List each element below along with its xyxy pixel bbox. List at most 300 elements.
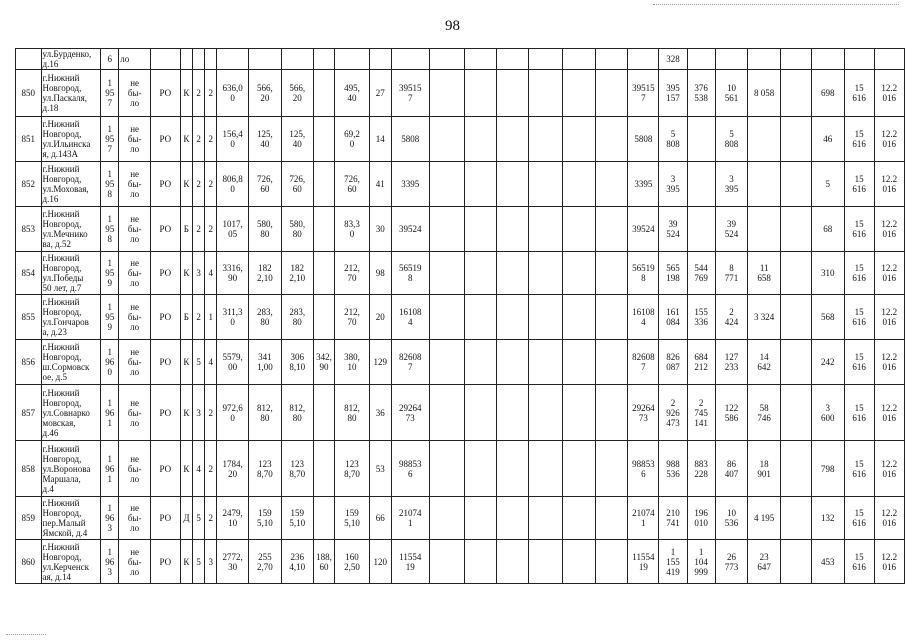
value-col-14: 15 616 [844, 207, 874, 252]
value-col-11: 23 647 [748, 540, 781, 584]
value-col-5 [562, 252, 596, 295]
value-col-14: 15 616 [844, 295, 874, 340]
value-col-1 [429, 70, 464, 117]
value-col-11: 4 195 [748, 497, 781, 540]
value-col-7: 39515 7 [628, 70, 659, 117]
value-col-3 [497, 207, 529, 252]
value-col-1 [429, 497, 464, 540]
nonliving-area: 212, 70 [335, 295, 370, 340]
value-col-8: 3 395 [659, 162, 687, 207]
floors-count [193, 49, 205, 70]
date-cell: 12.2 016 [874, 497, 904, 540]
year-built: 1 96 1 [101, 385, 119, 441]
entrances-count: 3 [205, 540, 217, 584]
value-col-6 [596, 70, 628, 117]
nonliving-area: 495, 40 [335, 70, 370, 117]
value-col-6 [596, 540, 628, 584]
total-area: 5579, 00 [217, 340, 249, 385]
value-col-13: 453 [812, 540, 845, 584]
value-col-8: 210 741 [659, 497, 687, 540]
ownership-cell: РО [151, 385, 181, 441]
wall-material: Д [180, 497, 192, 540]
value-col-5 [562, 207, 596, 252]
value-col-11: 58 746 [748, 385, 781, 441]
entrances-count: 2 [205, 70, 217, 117]
residents-count: 66 [369, 497, 391, 540]
status-cell: ло [119, 49, 151, 70]
wall-material: К [180, 540, 192, 584]
value-col-3 [497, 385, 529, 441]
value-col-12 [780, 252, 811, 295]
total-area: 1017, 05 [217, 207, 249, 252]
value-col-12 [780, 497, 811, 540]
value-col-7: 21074 1 [628, 497, 659, 540]
value-col-5 [562, 117, 596, 162]
value-col-12 [780, 540, 811, 584]
value-col-4 [529, 295, 563, 340]
residents-count: 120 [369, 540, 391, 584]
value-col-12 [780, 385, 811, 441]
value-col-10: 127 233 [715, 340, 748, 385]
date-cell: 12.2 016 [874, 441, 904, 497]
value-col-6 [596, 340, 628, 385]
value-col-2 [465, 295, 497, 340]
value-col-8: 39 524 [659, 207, 687, 252]
row-number: 858 [16, 441, 42, 497]
living-area-private: 306 8,10 [281, 340, 313, 385]
value-col-9: 2 745 141 [687, 385, 715, 441]
residents-count: 20 [369, 295, 391, 340]
address-cell: г.Нижний Новгород, ул.Паскаля, д.18 [41, 70, 101, 117]
value-col-14: 15 616 [844, 540, 874, 584]
year-built: 1 95 8 [101, 207, 119, 252]
entrances-count: 2 [205, 385, 217, 441]
living-area-private: 566, 20 [281, 70, 313, 117]
living-area-municipal [313, 49, 334, 70]
ownership-cell: РО [151, 252, 181, 295]
living-area-private [281, 49, 313, 70]
value-col-10: 39 524 [715, 207, 748, 252]
living-area-private: 283, 80 [281, 295, 313, 340]
row-number: 856 [16, 340, 42, 385]
total-area: 806,8 0 [217, 162, 249, 207]
address-cell: г.Нижний Новгород, ул.Победы 50 лет, д.7 [41, 252, 101, 295]
living-area-municipal [313, 441, 334, 497]
value-col-3 [497, 340, 529, 385]
living-area: 726, 60 [248, 162, 281, 207]
value-col-10: 8 771 [715, 252, 748, 295]
year-built: 1 96 0 [101, 340, 119, 385]
value-col-14: 15 616 [844, 497, 874, 540]
table-row [16, 385, 905, 441]
value-col-9: 196 010 [687, 497, 715, 540]
value-col-2 [465, 385, 497, 441]
value-col-12 [780, 70, 811, 117]
value-col-13: 798 [812, 441, 845, 497]
row-number: 859 [16, 497, 42, 540]
wall-material [180, 49, 192, 70]
value-col-2 [465, 70, 497, 117]
value-col-3 [497, 497, 529, 540]
value-col-3 [497, 441, 529, 497]
status-cell: не бы- ло [119, 117, 151, 162]
value-col-10: 10 536 [715, 497, 748, 540]
year-built: 1 96 1 [101, 441, 119, 497]
value-col-5 [562, 340, 596, 385]
ownership-cell: РО [151, 540, 181, 584]
total-cost: 39515 7 [391, 70, 429, 117]
value-col-5 [562, 441, 596, 497]
floors-count: 2 [193, 162, 205, 207]
value-col-1 [429, 385, 464, 441]
residents-count: 129 [369, 340, 391, 385]
value-col-14: 15 616 [844, 117, 874, 162]
value-col-6 [596, 497, 628, 540]
total-area: 636,0 0 [217, 70, 249, 117]
value-col-4 [529, 49, 563, 70]
floors-count: 3 [193, 252, 205, 295]
scan-edge-mark [6, 634, 46, 635]
address-cell: г.Нижний Новгород, ул.Воронова Маршала, д.4 [41, 441, 101, 497]
value-col-1 [429, 162, 464, 207]
value-col-1 [429, 252, 464, 295]
nonliving-area: 69,2 0 [335, 117, 370, 162]
floors-count: 5 [193, 340, 205, 385]
total-cost: 56519 8 [391, 252, 429, 295]
residents-count: 27 [369, 70, 391, 117]
nonliving-area: 83,3 0 [335, 207, 370, 252]
nonliving-area: 212, 70 [335, 252, 370, 295]
year-built: 1 95 7 [101, 70, 119, 117]
total-cost: 21074 1 [391, 497, 429, 540]
row-number: 851 [16, 117, 42, 162]
address-cell: г.Нижний Новгород, ул.Совнарко мовская, д.46 [41, 385, 101, 441]
residents-count [369, 49, 391, 70]
value-col-11: 11 658 [748, 252, 781, 295]
value-col-9 [687, 117, 715, 162]
residents-count: 98 [369, 252, 391, 295]
living-area-private: 182 2,10 [281, 252, 313, 295]
value-col-11: 14 642 [748, 340, 781, 385]
value-col-3 [497, 49, 529, 70]
value-col-2 [465, 162, 497, 207]
living-area-private: 159 5,10 [281, 497, 313, 540]
table-row [16, 252, 905, 295]
entrances-count: 4 [205, 340, 217, 385]
living-area: 123 8,70 [248, 441, 281, 497]
wall-material: К [180, 252, 192, 295]
ownership-cell: РО [151, 497, 181, 540]
value-col-13: 46 [812, 117, 845, 162]
living-area: 159 5,10 [248, 497, 281, 540]
value-col-11: 8 058 [748, 70, 781, 117]
status-cell: не бы- ло [119, 295, 151, 340]
value-col-14 [844, 49, 874, 70]
date-cell: 12.2 016 [874, 385, 904, 441]
living-area-municipal [313, 117, 334, 162]
value-col-9 [687, 162, 715, 207]
value-col-14: 15 616 [844, 252, 874, 295]
living-area-municipal [313, 252, 334, 295]
value-col-7: 82608 7 [628, 340, 659, 385]
status-cell: не бы- ло [119, 497, 151, 540]
value-col-5 [562, 540, 596, 584]
value-col-14: 15 616 [844, 441, 874, 497]
entrances-count [205, 49, 217, 70]
value-col-11 [748, 162, 781, 207]
value-col-13: 568 [812, 295, 845, 340]
address-cell: г.Нижний Новгород, ш.Сормовск ое, д.5 [41, 340, 101, 385]
total-cost: 29264 73 [391, 385, 429, 441]
value-col-7: 5808 [628, 117, 659, 162]
residents-count: 41 [369, 162, 391, 207]
value-col-11: 18 901 [748, 441, 781, 497]
floors-count: 5 [193, 540, 205, 584]
entrances-count: 2 [205, 117, 217, 162]
living-area-municipal: 188, 60 [313, 540, 334, 584]
row-number: 860 [16, 540, 42, 584]
value-col-11: 3 324 [748, 295, 781, 340]
nonliving-area: 380, 10 [335, 340, 370, 385]
living-area: 341 1,00 [248, 340, 281, 385]
value-col-6 [596, 49, 628, 70]
ownership-cell: РО [151, 162, 181, 207]
table-row [16, 207, 905, 252]
living-area-municipal [313, 295, 334, 340]
wall-material: К [180, 70, 192, 117]
total-cost: 82608 7 [391, 340, 429, 385]
total-area: 3316, 90 [217, 252, 249, 295]
value-col-4 [529, 497, 563, 540]
value-col-2 [465, 340, 497, 385]
address-cell: г.Нижний Новгород, ул.Моховая, д.16 [41, 162, 101, 207]
living-area-municipal [313, 207, 334, 252]
status-cell: не бы- ло [119, 162, 151, 207]
wall-material: К [180, 162, 192, 207]
value-col-13: 3 600 [812, 385, 845, 441]
value-col-13: 242 [812, 340, 845, 385]
wall-material: К [180, 441, 192, 497]
floors-count: 3 [193, 385, 205, 441]
total-cost [391, 49, 429, 70]
value-col-12 [780, 295, 811, 340]
value-col-12 [780, 117, 811, 162]
value-col-10: 2 424 [715, 295, 748, 340]
value-col-13 [812, 49, 845, 70]
value-col-1 [429, 441, 464, 497]
date-cell [874, 49, 904, 70]
date-cell: 12.2 016 [874, 252, 904, 295]
row-number: 853 [16, 207, 42, 252]
year-built: 1 95 9 [101, 295, 119, 340]
value-col-4 [529, 385, 563, 441]
value-col-10: 5 808 [715, 117, 748, 162]
value-col-8: 395 157 [659, 70, 687, 117]
value-col-2 [465, 497, 497, 540]
value-col-9: 684 212 [687, 340, 715, 385]
total-cost: 39524 [391, 207, 429, 252]
status-cell: не бы- ло [119, 252, 151, 295]
value-col-1 [429, 49, 464, 70]
living-area-municipal [313, 385, 334, 441]
table-row [16, 49, 905, 70]
value-col-10: 86 407 [715, 441, 748, 497]
entrances-count: 2 [205, 441, 217, 497]
table-row [16, 497, 905, 540]
row-number: 857 [16, 385, 42, 441]
floors-count: 2 [193, 117, 205, 162]
wall-material: К [180, 117, 192, 162]
value-col-9 [687, 207, 715, 252]
floors-count: 4 [193, 441, 205, 497]
value-col-10: 10 561 [715, 70, 748, 117]
wall-material: Б [180, 207, 192, 252]
row-number: 852 [16, 162, 42, 207]
address-cell: ул.Бурденко, д.16 [41, 49, 101, 70]
living-area: 125, 40 [248, 117, 281, 162]
nonliving-area: 160 2,50 [335, 540, 370, 584]
status-cell: не бы- ло [119, 70, 151, 117]
living-area-private: 580, 80 [281, 207, 313, 252]
value-col-13: 310 [812, 252, 845, 295]
ownership-cell: РО [151, 295, 181, 340]
wall-material: К [180, 340, 192, 385]
value-col-10 [715, 49, 748, 70]
value-col-8: 988 536 [659, 441, 687, 497]
total-area: 2772, 30 [217, 540, 249, 584]
value-col-1 [429, 295, 464, 340]
entrances-count: 4 [205, 252, 217, 295]
housing-register-table [15, 48, 905, 584]
value-col-13: 698 [812, 70, 845, 117]
value-col-2 [465, 117, 497, 162]
value-col-14: 15 616 [844, 385, 874, 441]
value-col-12 [780, 162, 811, 207]
value-col-4 [529, 340, 563, 385]
ownership-cell [151, 49, 181, 70]
value-col-10: 3 395 [715, 162, 748, 207]
value-col-2 [465, 441, 497, 497]
total-area [217, 49, 249, 70]
residents-count: 36 [369, 385, 391, 441]
date-cell: 12.2 016 [874, 117, 904, 162]
total-area: 311,3 0 [217, 295, 249, 340]
row-number [16, 49, 42, 70]
year-built: 1 95 9 [101, 252, 119, 295]
entrances-count: 2 [205, 162, 217, 207]
date-cell: 12.2 016 [874, 340, 904, 385]
row-number: 850 [16, 70, 42, 117]
table-row [16, 340, 905, 385]
value-col-11 [748, 49, 781, 70]
value-col-11 [748, 117, 781, 162]
entrances-count: 2 [205, 497, 217, 540]
value-col-6 [596, 385, 628, 441]
value-col-5 [562, 49, 596, 70]
total-cost: 3395 [391, 162, 429, 207]
value-col-5 [562, 497, 596, 540]
nonliving-area: 159 5,10 [335, 497, 370, 540]
value-col-14: 15 616 [844, 340, 874, 385]
address-cell: г.Нижний Новгород, ул.Керченск ая, д.14 [41, 540, 101, 584]
value-col-13: 68 [812, 207, 845, 252]
value-col-14: 15 616 [844, 162, 874, 207]
value-col-2 [465, 207, 497, 252]
status-cell: не бы- ло [119, 540, 151, 584]
status-cell: не бы- ло [119, 207, 151, 252]
value-col-4 [529, 441, 563, 497]
value-col-13: 132 [812, 497, 845, 540]
value-col-6 [596, 295, 628, 340]
value-col-9: 376 538 [687, 70, 715, 117]
value-col-1 [429, 340, 464, 385]
value-col-8: 5 808 [659, 117, 687, 162]
value-col-6 [596, 207, 628, 252]
date-cell: 12.2 016 [874, 70, 904, 117]
date-cell: 12.2 016 [874, 540, 904, 584]
value-col-4 [529, 162, 563, 207]
value-col-3 [497, 70, 529, 117]
year-built: 1 95 8 [101, 162, 119, 207]
value-col-14: 15 616 [844, 70, 874, 117]
total-area: 1784, 20 [217, 441, 249, 497]
living-area: 812, 80 [248, 385, 281, 441]
value-col-3 [497, 295, 529, 340]
table-row [16, 540, 905, 584]
living-area [248, 49, 281, 70]
value-col-3 [497, 252, 529, 295]
value-col-4 [529, 540, 563, 584]
value-col-7: 56519 8 [628, 252, 659, 295]
table-row [16, 70, 905, 117]
value-col-5 [562, 295, 596, 340]
value-col-7: 11554 19 [628, 540, 659, 584]
value-col-4 [529, 252, 563, 295]
floors-count: 2 [193, 70, 205, 117]
living-area: 283, 80 [248, 295, 281, 340]
ownership-cell: РО [151, 207, 181, 252]
ownership-cell: РО [151, 441, 181, 497]
total-area: 2479, 10 [217, 497, 249, 540]
value-col-9 [687, 49, 715, 70]
table-row [16, 117, 905, 162]
nonliving-area [335, 49, 370, 70]
living-area-municipal [313, 70, 334, 117]
nonliving-area: 123 8,70 [335, 441, 370, 497]
living-area: 566, 20 [248, 70, 281, 117]
total-cost: 11554 19 [391, 540, 429, 584]
residents-count: 14 [369, 117, 391, 162]
table-row [16, 295, 905, 340]
living-area-municipal: 342, 90 [313, 340, 334, 385]
value-col-6 [596, 441, 628, 497]
value-col-8: 565 198 [659, 252, 687, 295]
value-col-7 [628, 49, 659, 70]
address-cell: г.Нижний Новгород, ул.Мечнико ва, д.52 [41, 207, 101, 252]
date-cell: 12.2 016 [874, 162, 904, 207]
table-row [16, 162, 905, 207]
value-col-7: 3395 [628, 162, 659, 207]
residents-count: 53 [369, 441, 391, 497]
total-cost: 5808 [391, 117, 429, 162]
total-cost: 16108 4 [391, 295, 429, 340]
residents-count: 30 [369, 207, 391, 252]
value-col-9: 1 104 999 [687, 540, 715, 584]
value-col-12 [780, 340, 811, 385]
nonliving-area: 812, 80 [335, 385, 370, 441]
value-col-10: 122 586 [715, 385, 748, 441]
entrances-count: 2 [205, 207, 217, 252]
